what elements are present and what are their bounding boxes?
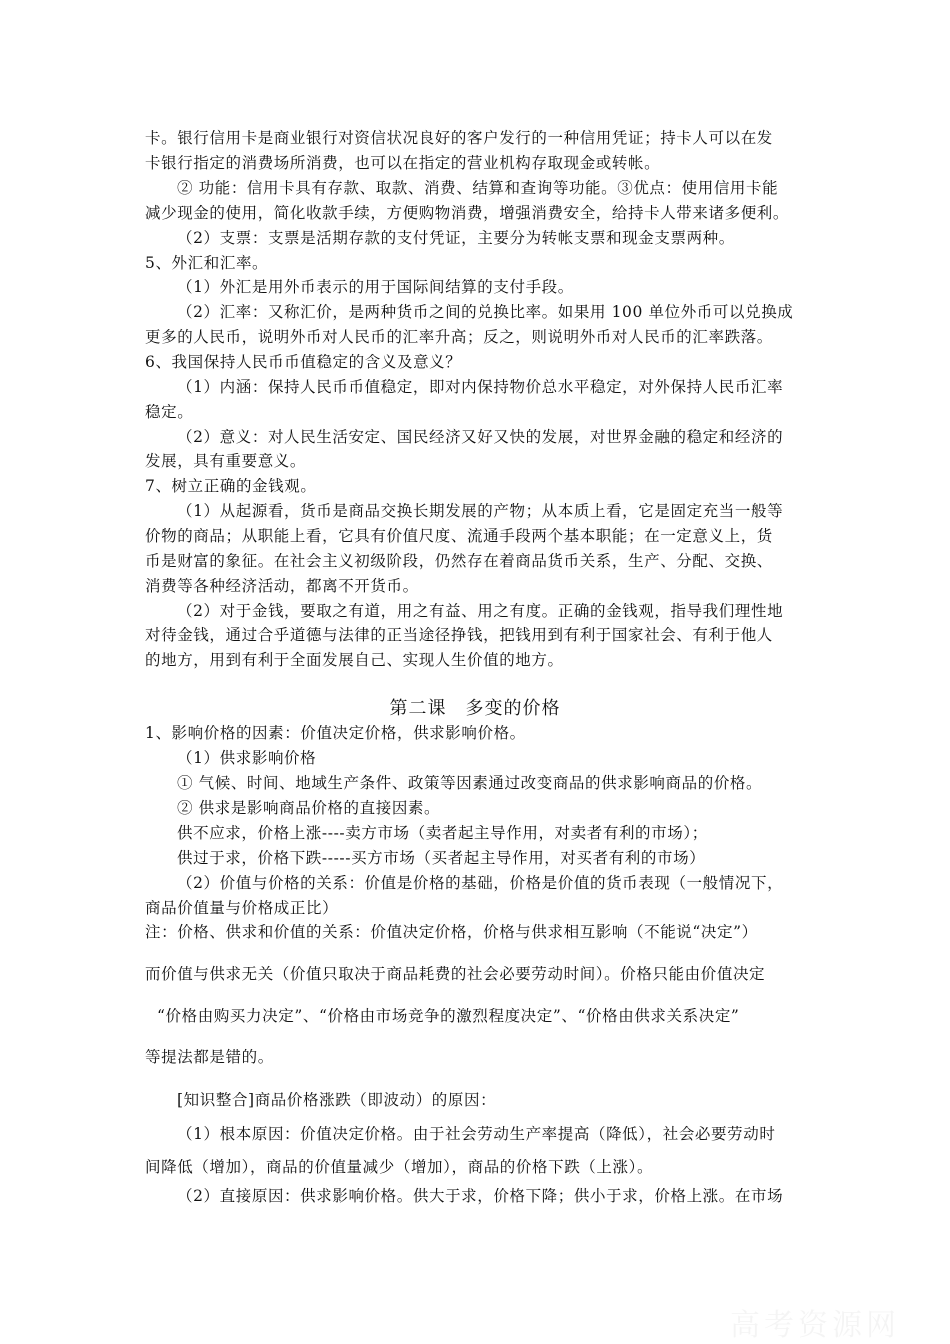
- text-line: （2）支票：支票是活期存款的支付凭证，主要分为转帐支票和现金支票两种。: [177, 229, 735, 247]
- section-heading: 6、我国保持人民币币值稳定的含义及意义？: [145, 353, 462, 371]
- text-line: 更多的人民币，说明外币对人民币的汇率升高；反之，则说明外币对人民币的汇率跌落。: [145, 328, 773, 346]
- text-line: 发展，具有重要意义。: [145, 452, 307, 470]
- text-line: （2）价值与价格的关系：价值是价格的基础，价格是价值的货币表现（一般情况下，: [177, 874, 784, 892]
- text-line: 卡银行指定的消费场所消费，也可以在指定的营业机构存取现金或转帐。: [145, 154, 661, 172]
- text-line: ② 功能：信用卡具有存款、取款、消费、结算和查询等功能。③优点：使用信用卡能: [177, 179, 779, 197]
- text-line: （1）根本原因：价值决定价格。由于社会劳动生产率提高（降低），社会必要劳动时: [177, 1125, 776, 1143]
- text-line: （1）外汇是用外币表示的用于国际间结算的支付手段。: [177, 278, 574, 296]
- note-line: “价格由购买力决定”、“价格由市场竞争的激烈程度决定”、“价格由供求关系决定”: [157, 1007, 740, 1025]
- text-line: （1）内涵：保持人民币币值稳定，即对内保持物价总水平稳定，对外保持人民币汇率: [177, 378, 784, 396]
- text-line: 价物的商品；从职能上看，它具有价值尺度、流通手段两个基本职能；在一定意义上，货: [145, 527, 773, 545]
- text-line: （2）对于金钱，要取之有道，用之有益、用之有度。正确的金钱观，指导我们理性地: [177, 602, 784, 620]
- section-heading: 5、外汇和汇率。: [145, 254, 269, 272]
- text-line: （1）供求影响价格: [177, 749, 317, 767]
- text-line: ① 气候、时间、地域生产条件、政策等因素通过改变商品的供求影响商品的价格。: [177, 774, 763, 792]
- text-line: （2）意义：对人民生活安定、国民经济又好又快的发展，对世界金融的稳定和经济的: [177, 428, 784, 446]
- text-line: （1）从起源看，货币是商品交换长期发展的产物；从本质上看，它是固定充当一般等: [177, 502, 784, 520]
- text-line: 卡。银行信用卡是商业银行对资信状况良好的客户发行的一种信用凭证；持卡人可以在发: [145, 129, 773, 147]
- lesson-title: 第二课 多变的价格: [389, 698, 561, 719]
- text-line: 供过于求，价格下跌-----买方市场（买者起主导作用，对买者有利的市场）: [177, 849, 706, 867]
- text-line: 间降低（增加），商品的价值量减少（增加），商品的价格下跌（上涨）。: [145, 1158, 654, 1176]
- note-line: 注：价格、供求和价值的关系：价值决定价格，价格与供求相互影响（不能说“决定”）: [145, 923, 758, 941]
- watermark: [730, 1300, 900, 1344]
- text-line: ② 供求是影响商品价格的直接因素。: [177, 799, 441, 817]
- text-line: （2）直接原因：供求影响价格。供大于求，价格下降；供小于求，价格上涨。在市场: [177, 1187, 784, 1205]
- text-line: 的地方，用到有利于全面发展自己、实现人生价值的地方。: [145, 651, 564, 669]
- section-heading: 7、树立正确的金钱观。: [145, 477, 317, 495]
- text-line: 供不应求，价格上涨----卖方市场（卖者起主导作用，对卖者有利的市场）；: [177, 824, 708, 842]
- note-line: 而价值与供求无关（价值只取决于商品耗费的社会必要劳动时间）。价格只能由价值决定: [145, 965, 766, 983]
- text-line: 商品价值量与价格成正比）: [145, 899, 339, 917]
- text-line: 对待金钱，通过合乎道德与法律的正当途径挣钱，把钱用到有利于国家社会、有利于他人: [145, 626, 773, 644]
- note-line: 等提法都是错的。: [145, 1048, 274, 1066]
- text-line: 稳定。: [145, 403, 194, 421]
- text-line: [知识整合]商品价格涨跌（即波动）的原因：: [177, 1091, 497, 1109]
- text-line: 消费等各种经济活动，都离不开货币。: [145, 577, 419, 595]
- text-line: （2）汇率：又称汇价，是两种货币之间的兑换比率。如果用 100 单位外币可以兑换成: [177, 303, 794, 321]
- text-line: 减少现金的使用，简化收款手续，方便购物消费，增强消费安全，给持卡人带来诸多便利。: [145, 204, 790, 222]
- section-heading: 1、影响价格的因素：价值决定价格，供求影响价格。: [145, 724, 526, 742]
- text-line: 币是财富的象征。在社会主义初级阶段，仍然存在着商品货币关系，生产、分配、交换、: [145, 552, 773, 570]
